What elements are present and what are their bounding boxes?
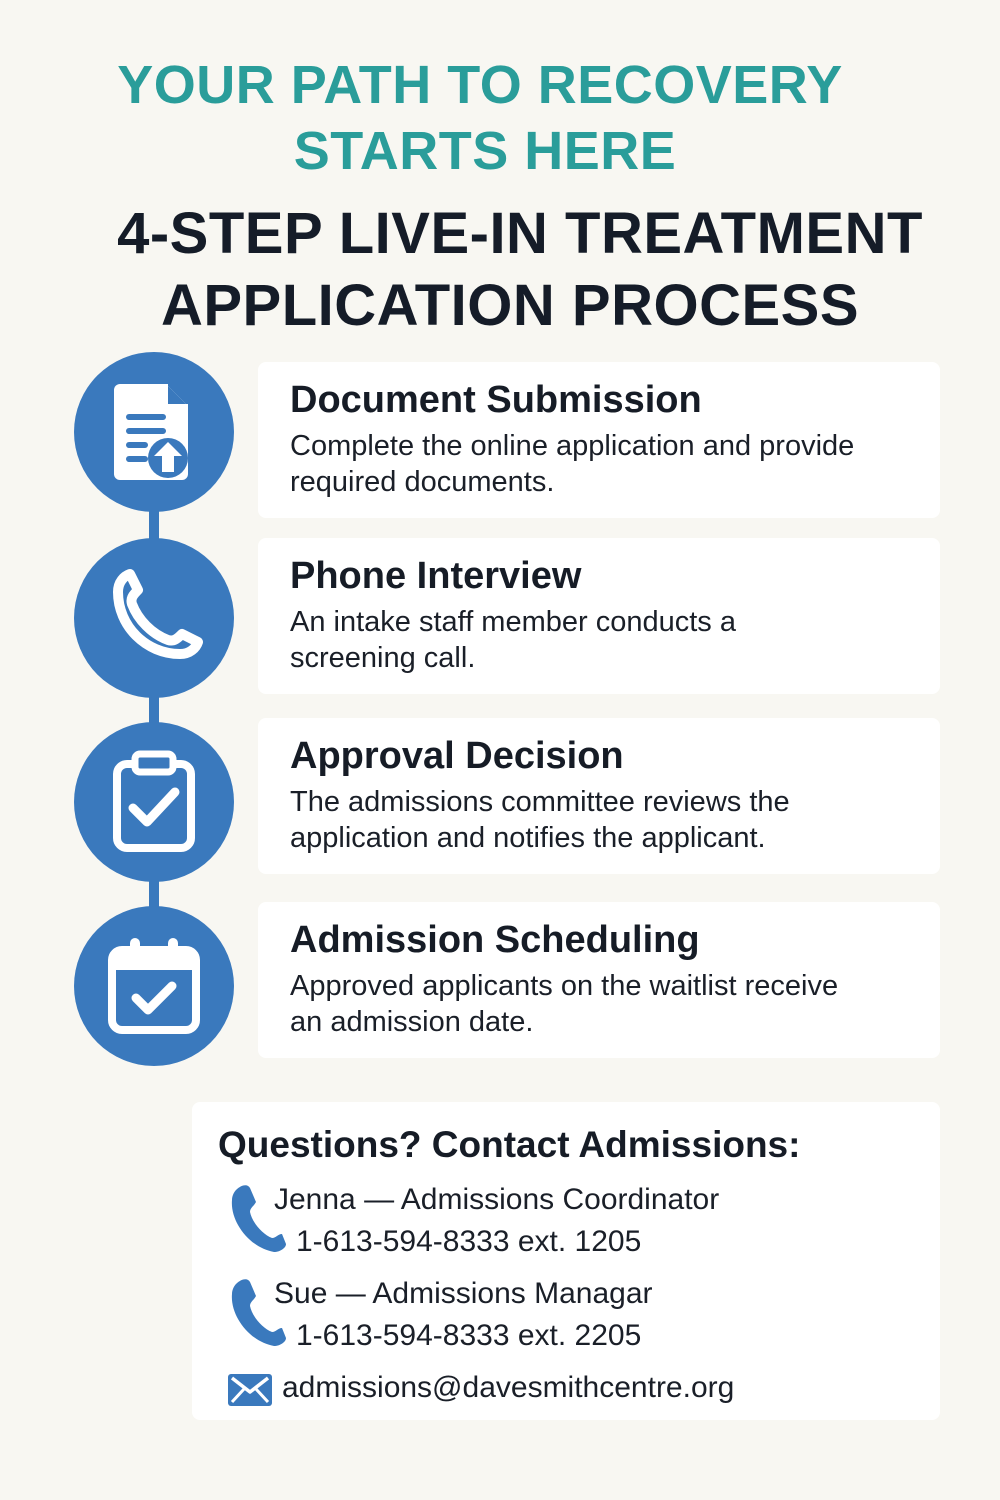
step-4-description-line-2: an admission date. <box>290 1006 534 1038</box>
document-upload-icon <box>106 380 202 484</box>
step-2-description-line-1: An intake staff member conducts a <box>290 606 736 638</box>
phone-icon <box>104 568 204 668</box>
contact-2-label: Sue — Admissions Managar <box>274 1277 653 1310</box>
calendar-check-icon <box>106 936 202 1036</box>
step-2-description-line-2: screening call. <box>290 642 476 674</box>
step-3-card <box>258 718 940 874</box>
step-3-title: Approval Decision <box>290 735 624 777</box>
step-1-description-line-2: required documents. <box>290 466 555 498</box>
step-1-description-line-1: Complete the online application and provide <box>290 430 855 462</box>
contact-box <box>192 1102 940 1420</box>
step-3-description <box>290 784 920 856</box>
tagline-line-1: YOUR PATH TO RECOVERY <box>117 55 843 115</box>
step-1-card <box>258 362 940 518</box>
page-title-line-1: 4-STEP LIVE-IN TREATMENT <box>117 201 923 266</box>
mail-icon <box>228 1374 272 1406</box>
page-title-line-2: APPLICATION PROCESS <box>160 273 860 338</box>
step-2-title: Phone Interview <box>290 555 582 597</box>
clipboard-check-icon <box>109 750 199 854</box>
step-1-title: Document Submission <box>290 379 702 421</box>
step-3-description-line-1: The admissions committee reviews the <box>290 786 790 818</box>
step-3-icon-circle <box>74 722 234 882</box>
contact-1-label: Jenna — Admissions Coordinator <box>274 1183 720 1216</box>
step-4-description-line-1: Approved applicants on the waitlist receive <box>290 970 839 1002</box>
step-2-icon-circle <box>74 538 234 698</box>
contact-2-phone[interactable]: 1-613-594-8333 ext. 2205 <box>296 1319 642 1352</box>
step-4-title: Admission Scheduling <box>290 919 700 961</box>
step-4-icon-circle <box>74 906 234 1066</box>
contact-heading: Questions? Contact Admissions: <box>218 1124 801 1165</box>
step-4-card <box>258 902 940 1058</box>
step-1-description <box>290 428 920 500</box>
step-2-card <box>258 538 940 694</box>
step-1-icon-circle <box>74 352 234 512</box>
step-4-description <box>290 968 920 1040</box>
step-2-description <box>290 604 920 676</box>
tagline <box>0 52 1000 184</box>
page-title <box>0 198 1000 342</box>
contact-1-phone[interactable]: 1-613-594-8333 ext. 1205 <box>296 1225 642 1258</box>
contact-email[interactable]: admissions@davesmithcentre.org <box>282 1371 735 1404</box>
tagline-line-2: STARTS HERE <box>293 121 677 181</box>
step-3-description-line-2: application and notifies the applicant. <box>290 822 766 854</box>
